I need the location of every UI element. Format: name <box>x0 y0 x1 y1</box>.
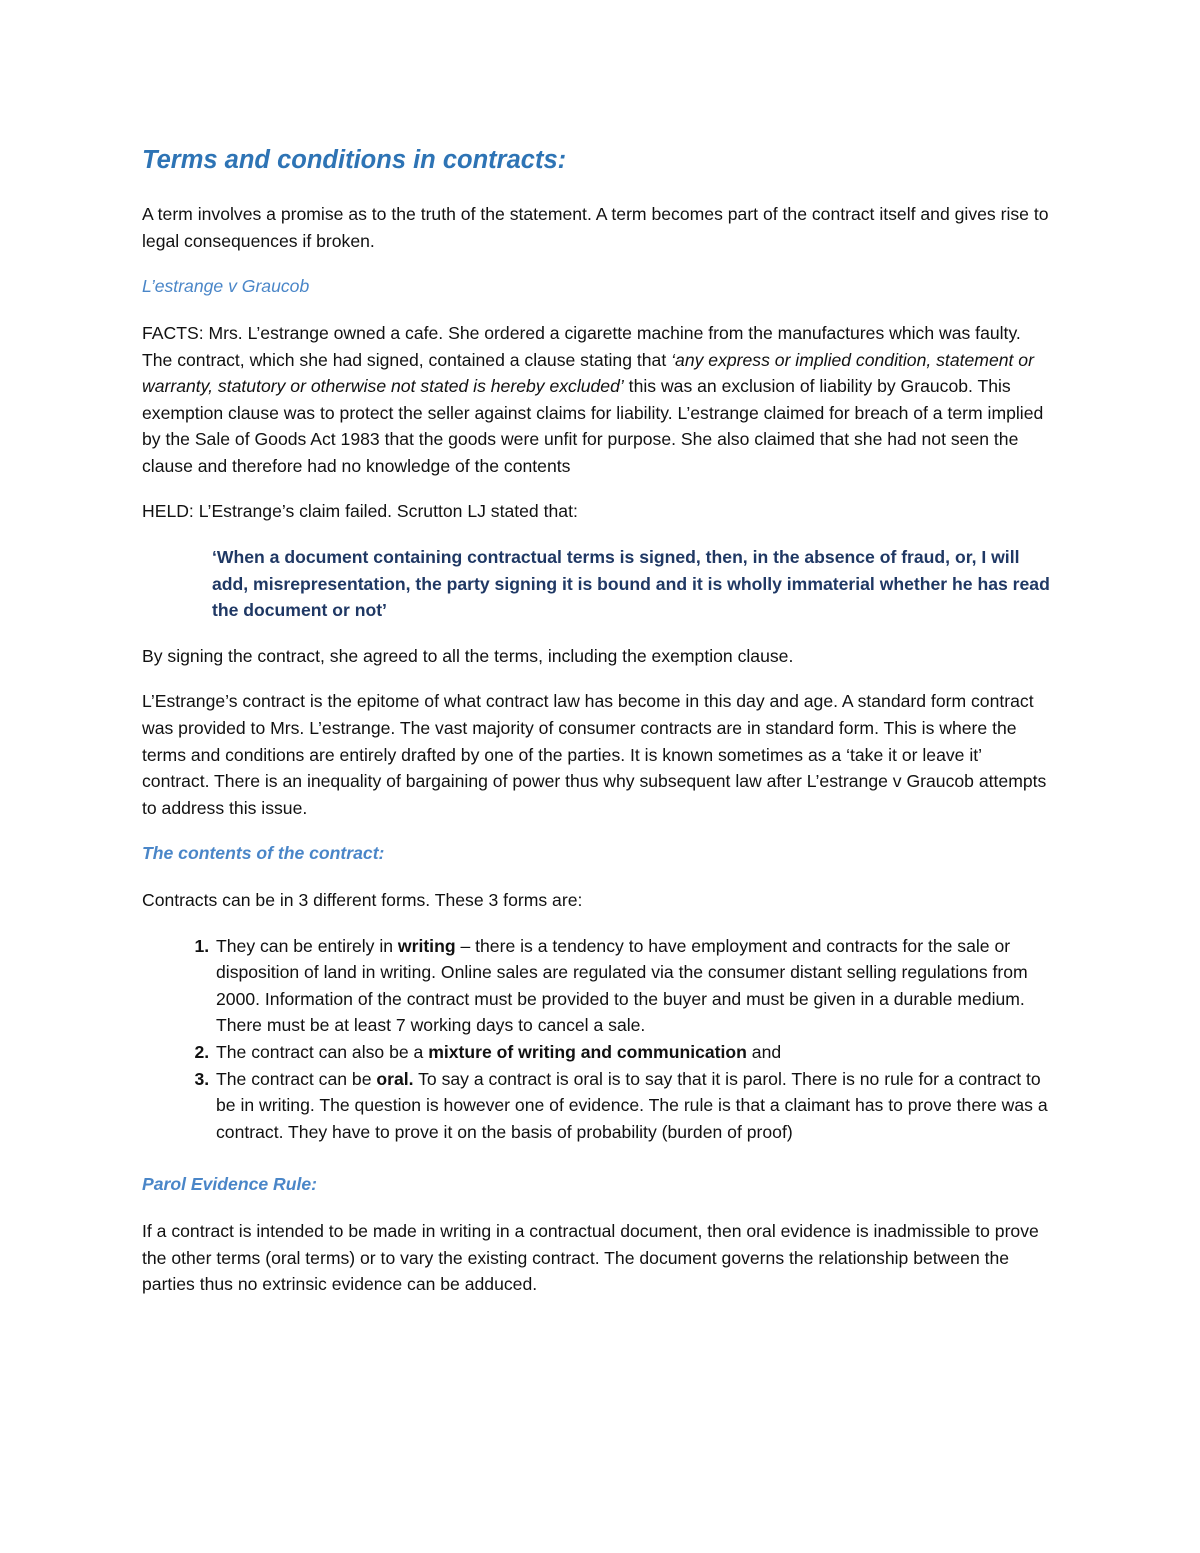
list-item-text: and <box>746 1041 782 1062</box>
clause-quote: ‘any express or implied condition, statement or warranty, statutory or otherwise not stated is hereby excluded’ <box>142 349 1034 397</box>
facts-text-part1: Mrs. L’estrange owned a cafe. She ordered a cigarette machine from the manufactures which was faulty. The contract, which she had signed, contained a clause stating that <box>142 322 1021 370</box>
held-paragraph <box>142 498 1050 525</box>
list-item <box>214 1066 1050 1146</box>
list-item-text: The contract can be <box>216 1068 377 1089</box>
list-item-text: To say a contract is oral is to say that it is parol. There is no rule for a contract to be in writing. The question is however one of evidence. The rule is that a claimant has to prove there was a contract. They have to prove it on the basis of probability (burden of proof) <box>216 1068 1048 1142</box>
intro-paragraph: A term involves a promise as to the truth of the statement. A term becomes part of the contract itself and gives rise to legal consequences if broken. <box>142 204 1049 251</box>
list-item-emphasis: oral. <box>376 1068 414 1089</box>
held-label: HELD: <box>142 501 194 522</box>
list-item-text: The contract can also be a <box>216 1041 429 1062</box>
list-item <box>214 933 1050 1039</box>
held-text: L’Estrange’s claim failed. Scrutton LJ stated that: <box>193 501 578 522</box>
facts-text-part2: this was an exclusion of liability by Graucob. This exemption clause was to protect the seller against claims for liability. L’estrange claimed for breach of a term implied by the Sale of Goods Act 1983 that the goods were unfit for purpose. She also claimed that she had not seen the clause and therefore had no knowledge of the contents <box>142 376 1044 476</box>
case-heading: L’estrange v Graucob <box>142 276 310 297</box>
parol-heading: Parol Evidence Rule: <box>142 1174 318 1195</box>
parol-paragraph: If a contract is intended to be made in writing in a contractual document, then oral evidence is inadmissible to prove the other terms (oral terms) or to vary the existing contract. The document governs the relationship between the parties thus no extrinsic evidence can be adduced. <box>142 1220 1039 1295</box>
analysis-paragraph: L’Estrange’s contract is the epitome of what contract law has become in this day and age. A standard form contract was provided to Mrs. L’estrange. The vast majority of consumer contracts are in standard form. This is where the terms and conditions are entirely drafted by one of the parties. It is known sometimes as a ‘take it or leave it’ contract. There is an inequality of bargaining of power thus why subsequent law after L’estrange v Graucob attempts to address this issue. <box>142 691 1047 818</box>
list-item-emphasis: mixture of writing and communication <box>428 1041 747 1062</box>
judgment-quote: ‘When a document containing contractual terms is signed, then, in the absence of fraud, or, I will add, misrepresentation, the party signing it is bound and it is wholly immaterial whether he has read the document or not’ <box>212 547 1050 621</box>
list-item <box>214 1039 1050 1066</box>
contents-intro: Contracts can be in 3 different forms. These 3 forms are: <box>142 890 583 911</box>
facts-paragraph <box>142 320 1050 480</box>
document-title: Terms and conditions in contracts: <box>142 146 567 174</box>
outcome-paragraph: By signing the contract, she agreed to all the terms, including the exemption clause. <box>142 645 794 666</box>
contents-heading: The contents of the contract: <box>142 843 385 864</box>
list-item-text: – there is a tendency to have employment and contracts for the sale or disposition of land in writing. Online sales are regulated via the consumer distant selling regulations from 2000. Information of the contract must be provided to the buyer and must be given in a durable medium. There must be at least 7 working days to cancel a sale. <box>216 935 1028 1036</box>
list-item-emphasis: writing <box>397 935 456 956</box>
contract-forms-list <box>142 933 1050 1146</box>
facts-label: FACTS: <box>142 322 204 343</box>
list-item-text: They can be entirely in <box>216 935 398 956</box>
